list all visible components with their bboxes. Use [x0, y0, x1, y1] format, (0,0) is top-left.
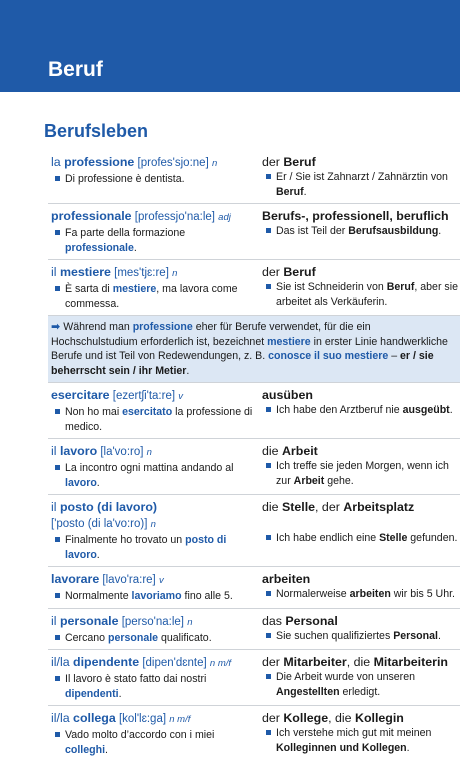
bullet-square-icon — [55, 176, 60, 181]
german-example: Sie ist Schneiderin von Beruf, aber sie arbeitet als Verkäuferin. — [262, 280, 460, 309]
italian-example: Il lavoro è stato fatto dai nostri dipendenti. — [51, 672, 254, 701]
german-headword: der Beruf — [262, 265, 316, 279]
italian-column — [48, 708, 254, 757]
italian-example: Non ho mai esercitato la professione di medico. — [51, 405, 254, 434]
german-column — [254, 569, 460, 604]
bullet-square-icon — [55, 286, 60, 291]
vocab-entry-collega — [48, 706, 460, 761]
italian-example: La incontro ogni mattina andando al lavoro. — [51, 461, 254, 490]
bullet-square-icon — [55, 465, 60, 470]
italian-headword: il lavoro [la'vo:ro] n — [51, 444, 152, 458]
german-column — [254, 385, 460, 434]
italian-headword: la professione [profes'sjo:ne] n — [51, 155, 218, 169]
italian-headword: lavorare [lavo'ra:re] v — [51, 572, 164, 586]
italian-column — [48, 569, 254, 604]
usage-note: ➡ Während man professione eher für Berufe verwendet, für die ein Hochschulstudium erforderlich ist, bezeichnet mestiere in erster Linie handwerkliche Berufe und ist Teil von Redewendungen, z. B. conosce il suo mestiere – er / sie beherrscht sein / ihr Metier. — [48, 316, 460, 383]
bullet-square-icon — [266, 463, 271, 468]
bullet-square-icon — [266, 591, 271, 596]
german-headword: die Stelle, der Arbeitsplatz — [262, 500, 415, 514]
german-headword: Berufs-, professionell, beruflich — [262, 209, 449, 223]
german-column — [254, 206, 460, 255]
vocab-entry-personale — [48, 609, 460, 651]
italian-column — [48, 206, 254, 255]
bullet-square-icon — [266, 174, 271, 179]
vocab-entry-posto-di-lavoro — [48, 495, 460, 567]
bullet-square-icon — [55, 676, 60, 681]
german-column — [254, 441, 460, 490]
bullet-square-icon — [266, 407, 271, 412]
bullet-square-icon — [55, 635, 60, 640]
section-title: Berufsleben — [44, 121, 149, 141]
bullet-square-icon — [266, 633, 271, 638]
italian-column — [48, 611, 254, 646]
german-headword: das Personal — [262, 613, 338, 628]
italian-example: Fa parte della formazione professionale. — [51, 226, 254, 255]
italian-column — [48, 497, 254, 562]
vocab-entry-dipendente — [48, 650, 460, 706]
german-headword: der Kollege, die Kollegin — [262, 711, 404, 725]
italian-column — [48, 652, 254, 701]
bullet-square-icon — [266, 674, 271, 679]
vocab-entry-lavoro — [48, 439, 460, 495]
bullet-square-icon — [266, 284, 271, 289]
german-example: Ich verstehe mich gut mit meinen Kolleginnen und Kollegen. — [262, 726, 460, 755]
german-headword: die Arbeit — [262, 444, 318, 458]
italian-headword: il posto (di lavoro) ['posto (di la'vo:ro)] n — [51, 500, 158, 530]
german-column — [254, 708, 460, 757]
german-headword: der Beruf — [262, 155, 316, 169]
italian-headword: il personale [perso'na:le] n — [51, 613, 193, 628]
german-headword: ausüben — [262, 388, 313, 402]
bullet-square-icon — [55, 537, 60, 542]
bullet-square-icon — [55, 230, 60, 235]
vocab-entry-esercitare — [48, 383, 460, 439]
german-example: Normalerweise arbeiten wir bis 5 Uhr. — [262, 587, 460, 602]
italian-example: Cercano personale qualificato. — [51, 631, 254, 646]
vocab-entry-mestiere — [48, 260, 460, 316]
bullet-square-icon — [266, 535, 271, 540]
german-column — [254, 152, 460, 199]
german-column — [254, 652, 460, 701]
bullet-square-icon — [55, 732, 60, 737]
chapter-title: Beruf — [48, 58, 103, 81]
chapter-header — [0, 0, 460, 92]
italian-headword: il mestiere [mes'tjɛ:re] n — [51, 265, 178, 279]
italian-column — [48, 152, 254, 199]
german-example: Ich treffe sie jeden Morgen, wenn ich zur Arbeit gehe. — [262, 459, 460, 488]
vocab-entry-professionale — [48, 204, 460, 260]
german-example: Ich habe den Arztberuf nie ausgeübt. — [262, 403, 460, 418]
italian-column — [48, 385, 254, 434]
italian-column — [48, 262, 254, 311]
italian-headword: il/la collega [kol'lɛ:ga] n m/f — [51, 711, 191, 725]
vocabulary-list — [48, 150, 460, 761]
german-example: Das ist Teil der Berufsausbildung. — [262, 224, 460, 239]
italian-headword: esercitare [ezertʃi'ta:re] v — [51, 388, 183, 402]
bullet-square-icon — [266, 730, 271, 735]
italian-example: Finalmente ho trovato un posto di lavoro. — [51, 533, 254, 562]
arrow-right-icon: ➡ — [51, 321, 61, 333]
german-column — [254, 262, 460, 311]
german-column — [254, 611, 460, 646]
italian-example: Di professione è dentista. — [51, 172, 254, 187]
german-headword: arbeiten — [262, 572, 311, 586]
italian-column — [48, 441, 254, 490]
vocab-entry-lavorare — [48, 567, 460, 609]
italian-headword: professionale [professjo'na:le] adj — [51, 209, 231, 223]
vocab-entry-professione — [48, 150, 460, 204]
italian-headword: il/la dipendente [dipen'dɛnte] n m/f — [51, 655, 232, 669]
german-example: Sie suchen qualifiziertes Personal. — [262, 629, 460, 644]
german-headword: der Mitarbeiter, die Mitarbeiterin — [262, 655, 448, 669]
bullet-square-icon — [55, 593, 60, 598]
italian-example: È sarta di mestiere, ma lavora come commessa. — [51, 282, 254, 311]
german-example: Ich habe endlich eine Stelle gefunden. — [262, 531, 460, 546]
italian-example: Normalmente lavoriamo fino alle 5. — [51, 589, 254, 604]
bullet-square-icon — [266, 228, 271, 233]
bullet-square-icon — [55, 409, 60, 414]
german-column — [254, 497, 460, 562]
german-example: Er / Sie ist Zahnarzt / Zahnärztin von Beruf. — [262, 170, 460, 199]
german-example: Die Arbeit wurde von unseren Angestellten erledigt. — [262, 670, 460, 699]
italian-example: Vado molto d’accordo con i miei colleghi. — [51, 728, 254, 757]
